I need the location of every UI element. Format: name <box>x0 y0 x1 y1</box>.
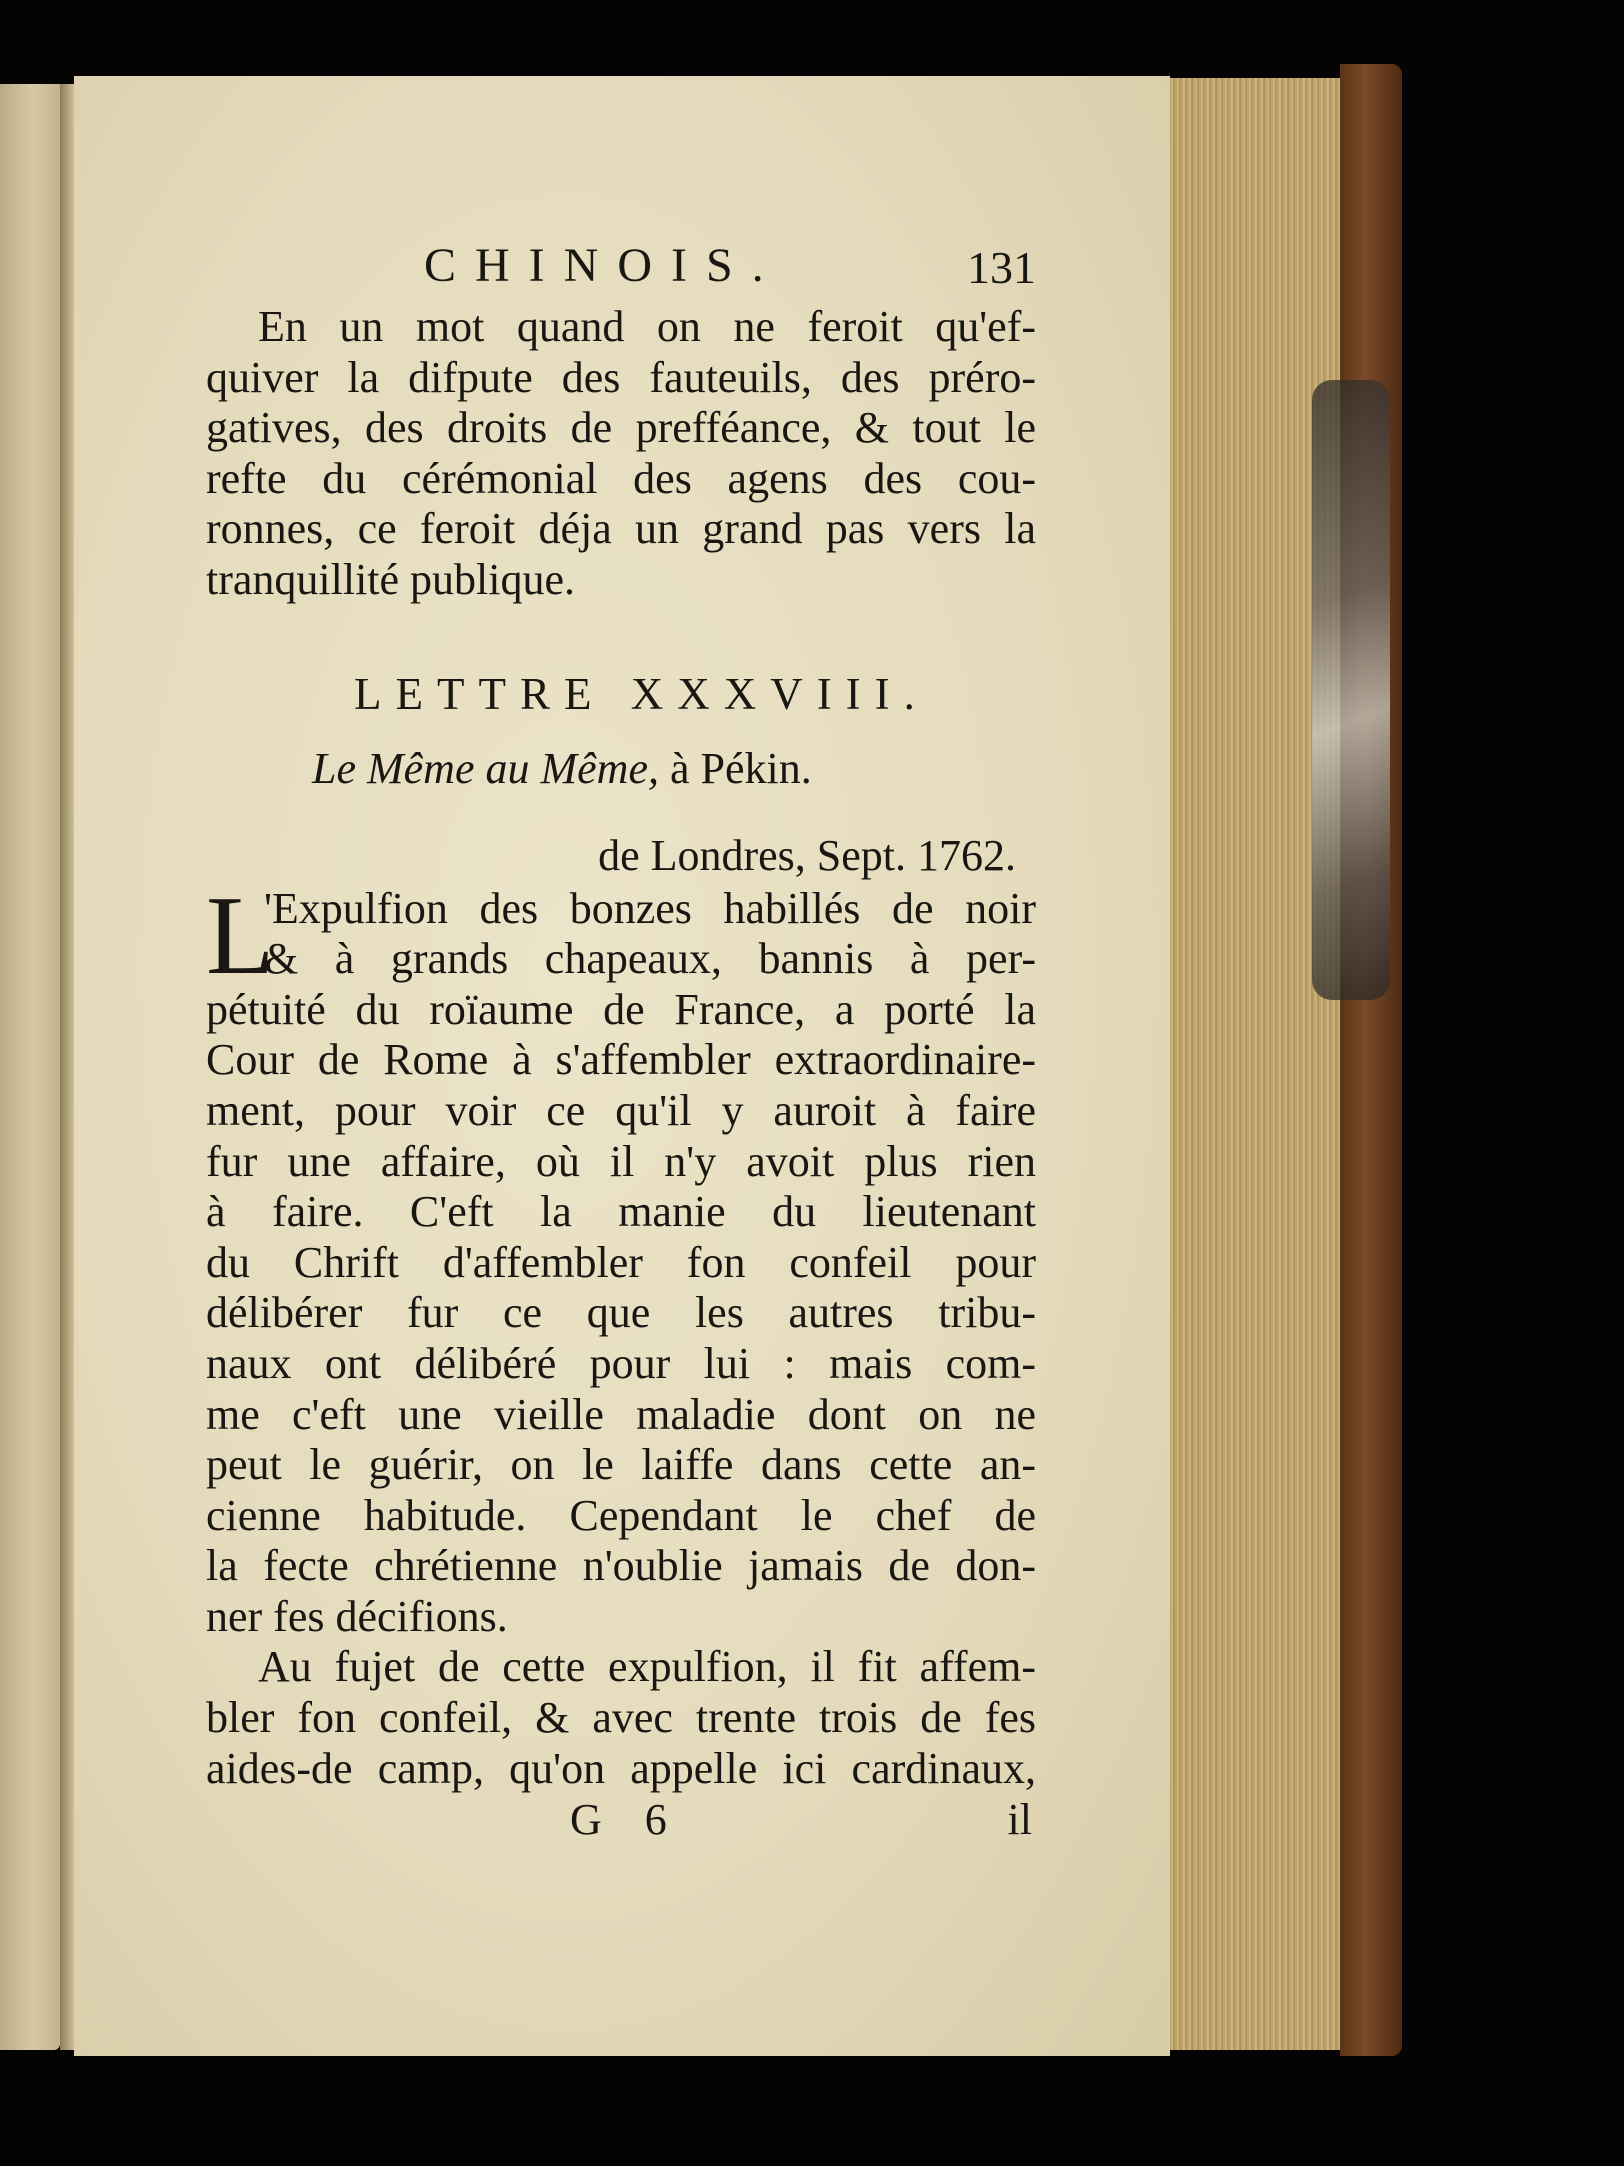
page-fore-edge <box>1170 78 1340 2050</box>
marbled-board <box>1312 380 1390 1000</box>
text-line: gatives, des droits de prefféance, & tout le <box>206 403 1036 453</box>
paragraph-3 <box>206 1642 1036 1794</box>
text-line: & à grands chapeaux, bannis à per- <box>264 934 1036 984</box>
text-line: fur une affaire, où il n'y avoit plus rien <box>206 1136 1036 1186</box>
text-line: refte du cérémonial des agens des cou- <box>206 453 1036 503</box>
text-line: 'Expulfion des bonzes habillés de noir <box>264 883 1036 933</box>
text-line: délibérer fur ce que les autres tribu- <box>206 1288 1036 1338</box>
text-line: quiver la difpute des fauteuils, des préro- <box>206 352 1036 402</box>
text-line: Au fujet de cette expulfion, il fit affem- <box>258 1642 1036 1692</box>
text-line: En un mot quand on ne feroit qu'ef- <box>258 302 1036 351</box>
letter-subtitle <box>206 740 1036 798</box>
subtitle-italic: Le Même au Même, <box>312 743 659 793</box>
facing-page-edge <box>0 84 60 2050</box>
book-gutter <box>60 84 74 2050</box>
text-line: ronnes, ce feroit déja un grand pas vers la <box>206 504 1036 554</box>
text-line: ner fes décifions. <box>206 1591 508 1641</box>
running-head <box>206 238 1036 302</box>
running-title: CHINOIS. <box>424 239 783 292</box>
subtitle-roman: à Pékin. <box>658 743 812 793</box>
text-line: tranquillité publique. <box>206 554 576 604</box>
book-cover-spine <box>1340 64 1402 2056</box>
text-line: ment, pour voir ce qu'il y auroit à faire <box>206 1085 1036 1135</box>
page-footer <box>206 1794 1036 1854</box>
text-block <box>206 238 1036 1854</box>
paragraph-2 <box>206 873 1036 1643</box>
page-number: 131 <box>967 242 1036 293</box>
text-line: naux ont délibéré pour lui : mais com- <box>206 1338 1036 1388</box>
text-line: pétuité du roïaume de France, a porté la <box>206 984 1036 1034</box>
text-line: aides-de camp, qu'on appelle ici cardinaux, <box>206 1743 1036 1793</box>
text-line: me c'eft une vieille maladie dont on ne <box>206 1389 1036 1439</box>
text-line: bler fon confeil, & avec trente trois de fes <box>206 1693 1036 1743</box>
signature-mark: G 6 <box>570 1795 683 1845</box>
text-line: peut le guérir, on le laiffe dans cette an- <box>206 1440 1036 1490</box>
catchword: il <box>1007 1795 1032 1845</box>
text-line: du Chrift d'affembler fon confeil pour <box>206 1237 1036 1287</box>
letter-heading: LETTRE XXXVIII. <box>354 668 929 719</box>
text-line: à faire. C'eft la manie du lieutenant <box>206 1187 1036 1237</box>
text-line: la fecte chrétienne n'oublie jamais de don- <box>206 1541 1036 1591</box>
text-line: Cour de Rome à s'affembler extraordinaire- <box>206 1035 1036 1085</box>
drop-cap: L <box>206 873 275 998</box>
paragraph-1 <box>206 302 1036 606</box>
dateline: de Londres, Sept. 1762. <box>598 830 1016 880</box>
text-line: cienne habitude. Cependant le chef de <box>206 1490 1036 1540</box>
